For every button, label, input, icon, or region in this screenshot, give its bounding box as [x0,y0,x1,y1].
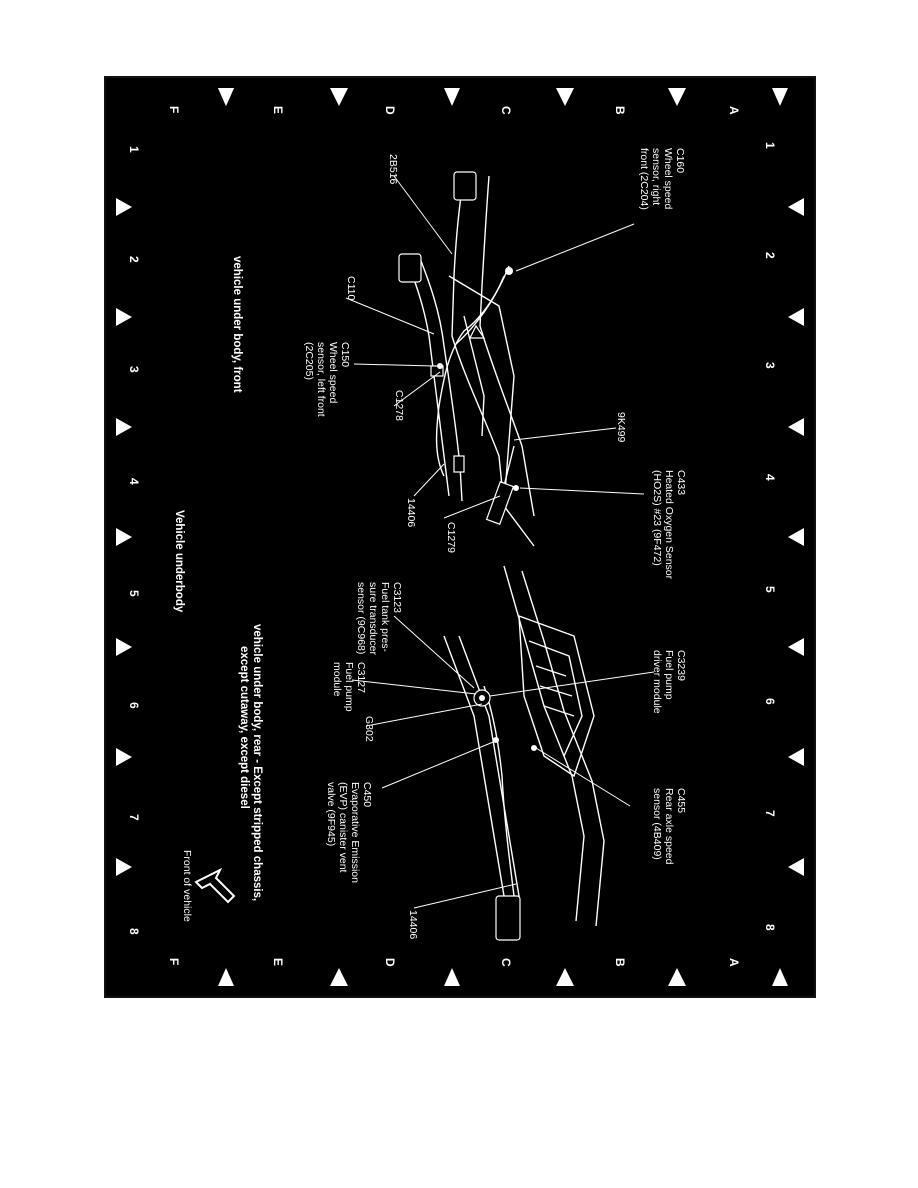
view-title-underbody [173,510,185,613]
callout-code: C1278 [393,390,405,421]
grid-number: 3 [763,362,777,369]
grid-number: 4 [763,474,777,481]
grid-number: 7 [127,814,141,821]
callout-c1279 [445,522,457,553]
callout-text: module [331,662,343,697]
zone-markers-top [218,88,788,106]
callout-text: Wheel speed [327,342,339,404]
callout-text: (2C205) [303,342,315,380]
grid-number: 6 [127,702,141,709]
zone-markers-right [788,198,804,876]
grid-letter: E [271,958,285,967]
callout-code: C1279 [445,522,457,553]
grid-letter: A [727,958,741,967]
callout-2b516 [387,154,399,185]
callout-code: 14406 [405,498,417,528]
grid-number: 1 [763,142,777,149]
grid-numbers-right [763,142,777,931]
callout-c110 [345,276,357,300]
front-of-vehicle-arrow-icon [196,870,234,902]
callout-code: C110 [345,276,357,301]
grid-number: 5 [763,586,777,593]
grid-letters-top [167,106,741,115]
callout-code: C3123 [391,582,403,613]
grid-letter: D [383,106,397,115]
grid-letter: F [167,106,181,114]
view-title-line: vehicle under body, rear - Except stripped chassis, [251,624,263,902]
view-title-front [231,256,243,393]
zone-markers-bottom [218,968,788,986]
callout-code: C160 [674,148,686,174]
front-of-vehicle-label [181,850,193,922]
grid-number: 2 [127,256,141,263]
grid-letter: C [499,106,513,115]
callout-c160 [638,148,686,210]
grid-letter: F [167,958,181,966]
callout-c455 [651,788,687,865]
grid-letter: B [613,958,627,967]
callout-text: Heated Oxygen Sensor [663,470,675,580]
grid-letters-bottom [167,958,741,967]
view-title: Vehicle underbody [173,510,185,613]
callout-text: Fuel pump [663,650,675,700]
grid-number: 5 [127,590,141,597]
grid-numbers-left [127,146,141,935]
callout-g302 [363,716,375,742]
callout-c450 [325,782,373,883]
grid-number: 2 [763,252,777,259]
grid-number: 7 [763,810,777,817]
grid-number: 6 [763,698,777,705]
callout-c3239 [651,650,687,714]
callout-text: Fuel tank pres- [379,582,391,653]
view-title: vehicle under body, front [231,256,243,393]
callout-code: C455 [675,788,687,814]
callout-text: sensor (4B409) [651,788,663,860]
callout-14406-front [405,498,417,527]
callout-text: sensor (9C968) [355,582,367,655]
diagram-border [105,77,815,997]
callout-14406-rear [407,910,419,939]
grid-letter: A [727,106,741,115]
wiring-diagram-panel [104,76,816,998]
callout-text: (HO2S) #23 (9F472) [651,470,663,566]
callout-c150 [303,342,351,417]
callout-code: 14406 [407,910,419,940]
callout-code: G302 [363,716,375,742]
grid-letter: D [383,958,397,967]
view-title-rear [238,624,263,901]
callout-c3127 [331,662,367,712]
view-title-line: except cutaway, except diesel [238,646,250,809]
grid-number: 3 [127,366,141,373]
grid-number: 8 [127,928,141,935]
callout-code: C433 [675,470,687,496]
callout-code: C3239 [675,650,687,681]
callout-text: Rear axle speed [663,788,675,865]
grid-letter: E [271,106,285,115]
grid-number: 8 [763,924,777,931]
callout-text: sensor, right [650,148,662,206]
callout-text: Evaporative Emission [349,782,361,883]
callout-text: driver module [651,650,663,714]
callout-code: C150 [339,342,351,368]
callout-text: sensor, left front [315,342,327,417]
zone-markers-left [116,198,132,876]
callout-9k499 [615,412,627,443]
callout-text: valve (9F945) [325,782,337,847]
grid-number: 4 [127,478,141,485]
callout-c1278 [393,390,405,421]
grid-number: 1 [127,146,141,153]
grid-letter: B [613,106,627,115]
callout-text: sure transducer [367,582,379,655]
callout-text: front (2C204) [638,148,650,210]
front-of-vehicle-text: Front of vehicle [181,850,193,922]
callout-code: C450 [361,782,373,808]
callout-c433 [651,470,687,580]
callout-text: Fuel pump [343,662,355,712]
callout-text: Wheel speed [662,148,674,210]
callout-code: 2B516 [387,154,399,185]
rear-frame-drawing [444,566,604,940]
grid-letter: C [499,958,513,967]
callout-text: (EVP) canister vent [337,782,349,873]
callout-code: 9K499 [615,412,627,443]
callout-c3123 [355,582,403,655]
callout-code: C3127 [355,662,367,693]
diagram-canvas [104,76,816,998]
